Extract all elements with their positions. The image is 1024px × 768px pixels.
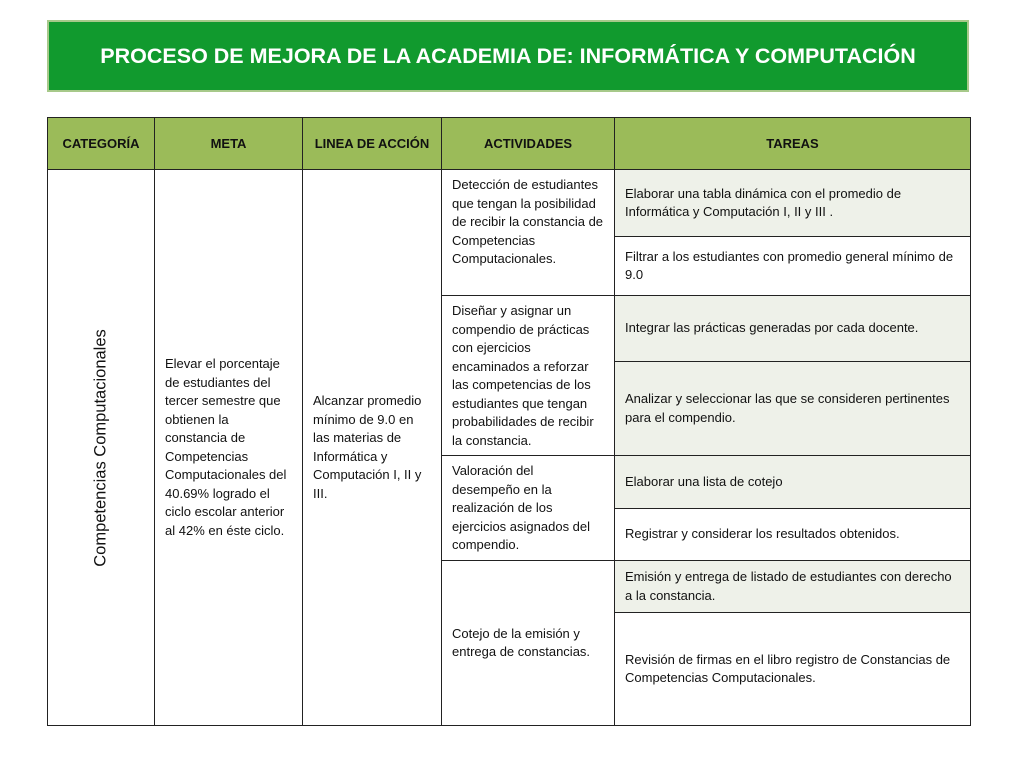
header-meta: META bbox=[155, 118, 303, 170]
actividad-2: Diseñar y asignar un compendio de prácticas con ejercicios encaminados a reforzar las competencias de los estudiantes que tengan probabilidades de recibir la constancia. bbox=[442, 296, 615, 456]
meta-cell: Elevar el porcentaje de estudiantes del tercer semestre que obtienen la constancia de Competencias Computacionales del 40.69% logrado el ciclo escolar anterior al 42% en éste ciclo. bbox=[155, 170, 303, 726]
header-row bbox=[48, 118, 971, 170]
header-categoria: CATEGORÍA bbox=[48, 118, 155, 170]
actividad-1: Detección de estudiantes que tengan la posibilidad de recibir la constancia de Competencias Computacionales. bbox=[442, 170, 615, 296]
tarea-3: Integrar las prácticas generadas por cada docente. bbox=[615, 296, 971, 362]
linea-cell: Alcanzar promedio mínimo de 9.0 en las materias de Informática y Computación I, II y III. bbox=[303, 170, 442, 726]
header-actividades: ACTIVIDADES bbox=[442, 118, 615, 170]
title-banner bbox=[47, 20, 969, 92]
tarea-4: Analizar y seleccionar las que se consideren pertinentes para el compendio. bbox=[615, 362, 971, 456]
categoria-cell bbox=[48, 170, 155, 726]
actividad-3: Valoración del desempeño en la realización de los ejercicios asignados del compendio. bbox=[442, 456, 615, 561]
tarea-6: Registrar y considerar los resultados obtenidos. bbox=[615, 509, 971, 561]
page-title: PROCESO DE MEJORA DE LA ACADEMIA DE: INFORMÁTICA Y COMPUTACIÓN bbox=[100, 43, 916, 68]
header-tareas: TAREAS bbox=[615, 118, 971, 170]
tarea-1: Elaborar una tabla dinámica con el promedio de Informática y Computación I, II y III . bbox=[615, 170, 971, 237]
tarea-8: Revisión de firmas en el libro registro de Constancias de Competencias Computacionales. bbox=[615, 613, 971, 726]
categoria-text: Competencias Computacionales bbox=[91, 328, 110, 567]
actividad-4: Cotejo de la emisión y entrega de constancias. bbox=[442, 561, 615, 726]
improvement-table bbox=[47, 117, 971, 726]
header-linea: LINEA DE ACCIÓN bbox=[303, 118, 442, 170]
table-row bbox=[48, 170, 971, 237]
tarea-2: Filtrar a los estudiantes con promedio general mínimo de 9.0 bbox=[615, 237, 971, 296]
tarea-7: Emisión y entrega de listado de estudiantes con derecho a la constancia. bbox=[615, 561, 971, 613]
tarea-5: Elaborar una lista de cotejo bbox=[615, 456, 971, 509]
